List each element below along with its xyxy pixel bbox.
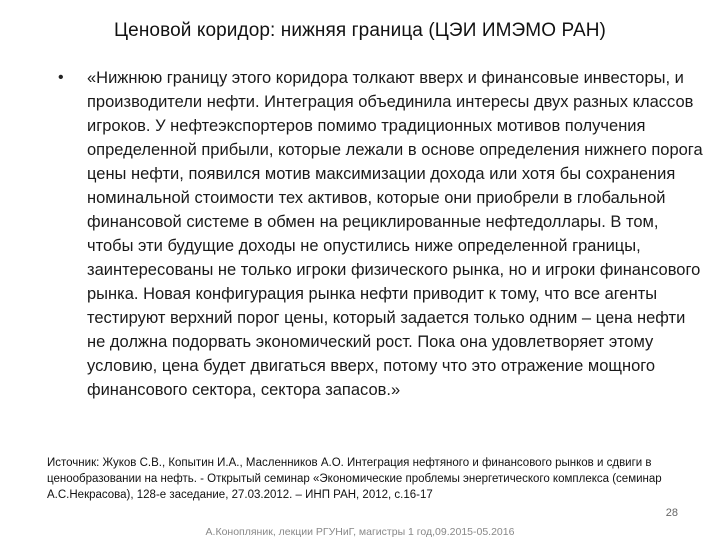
source-citation: Источник: Жуков С.В., Копытин И.А., Масленников А.О. Интеграция нефтяного и финансового рынков и сдвиги в ценообразовании на нефть. - Открытый семинар «Экономические проблемы энергетического комплекса (семинар А.С.Некрасова), 128-е заседание, 27.03.2012. – ИНП РАН, 2012, с.16-17 <box>47 457 662 501</box>
quote-text: «Нижнюю границу этого коридора толкают вверх и финансовые инвесторы, и производители нефти. Интеграция объединила интересы двух разных классов игроков. У нефтеэкспортеров помимо традиционных мотивов получения определенной прибыли, которые лежали в основе определения нижнего порога цены нефти, появился мотив максимизации дохода или хотя бы сохранения номинальной стоимости тех активов, которые они приобрели в глобальной финансовой системе в обмен на рециклированные нефтедоллары. В том, чтобы эти будущие доходы не опустились ниже определенной границы, заинтересованы не только игроки физического рынка, но и игроки финансового рынка. Новая конфигурация рынка нефти приводит к тому, что все агенты тестируют верхний порог цены, который задается только одним – цена нефти не должна подорвать экономический рост. Пока она удовлетворяет этому условию, цена будет двигаться вверх, потому что это отражение мощного финансового сектора, сектора запасов.» <box>87 69 703 399</box>
slide-title: Ценовой коридор: нижняя граница (ЦЭИ ИМЭМО РАН) <box>114 20 606 41</box>
bullet-icon: • <box>58 69 64 86</box>
page-number: 28 <box>665 507 678 519</box>
footer-text: А.Конопляник, лекции РГУНиГ, магистры 1 год,09.2015-05.2016 <box>205 526 515 538</box>
bullet-item <box>58 66 708 402</box>
